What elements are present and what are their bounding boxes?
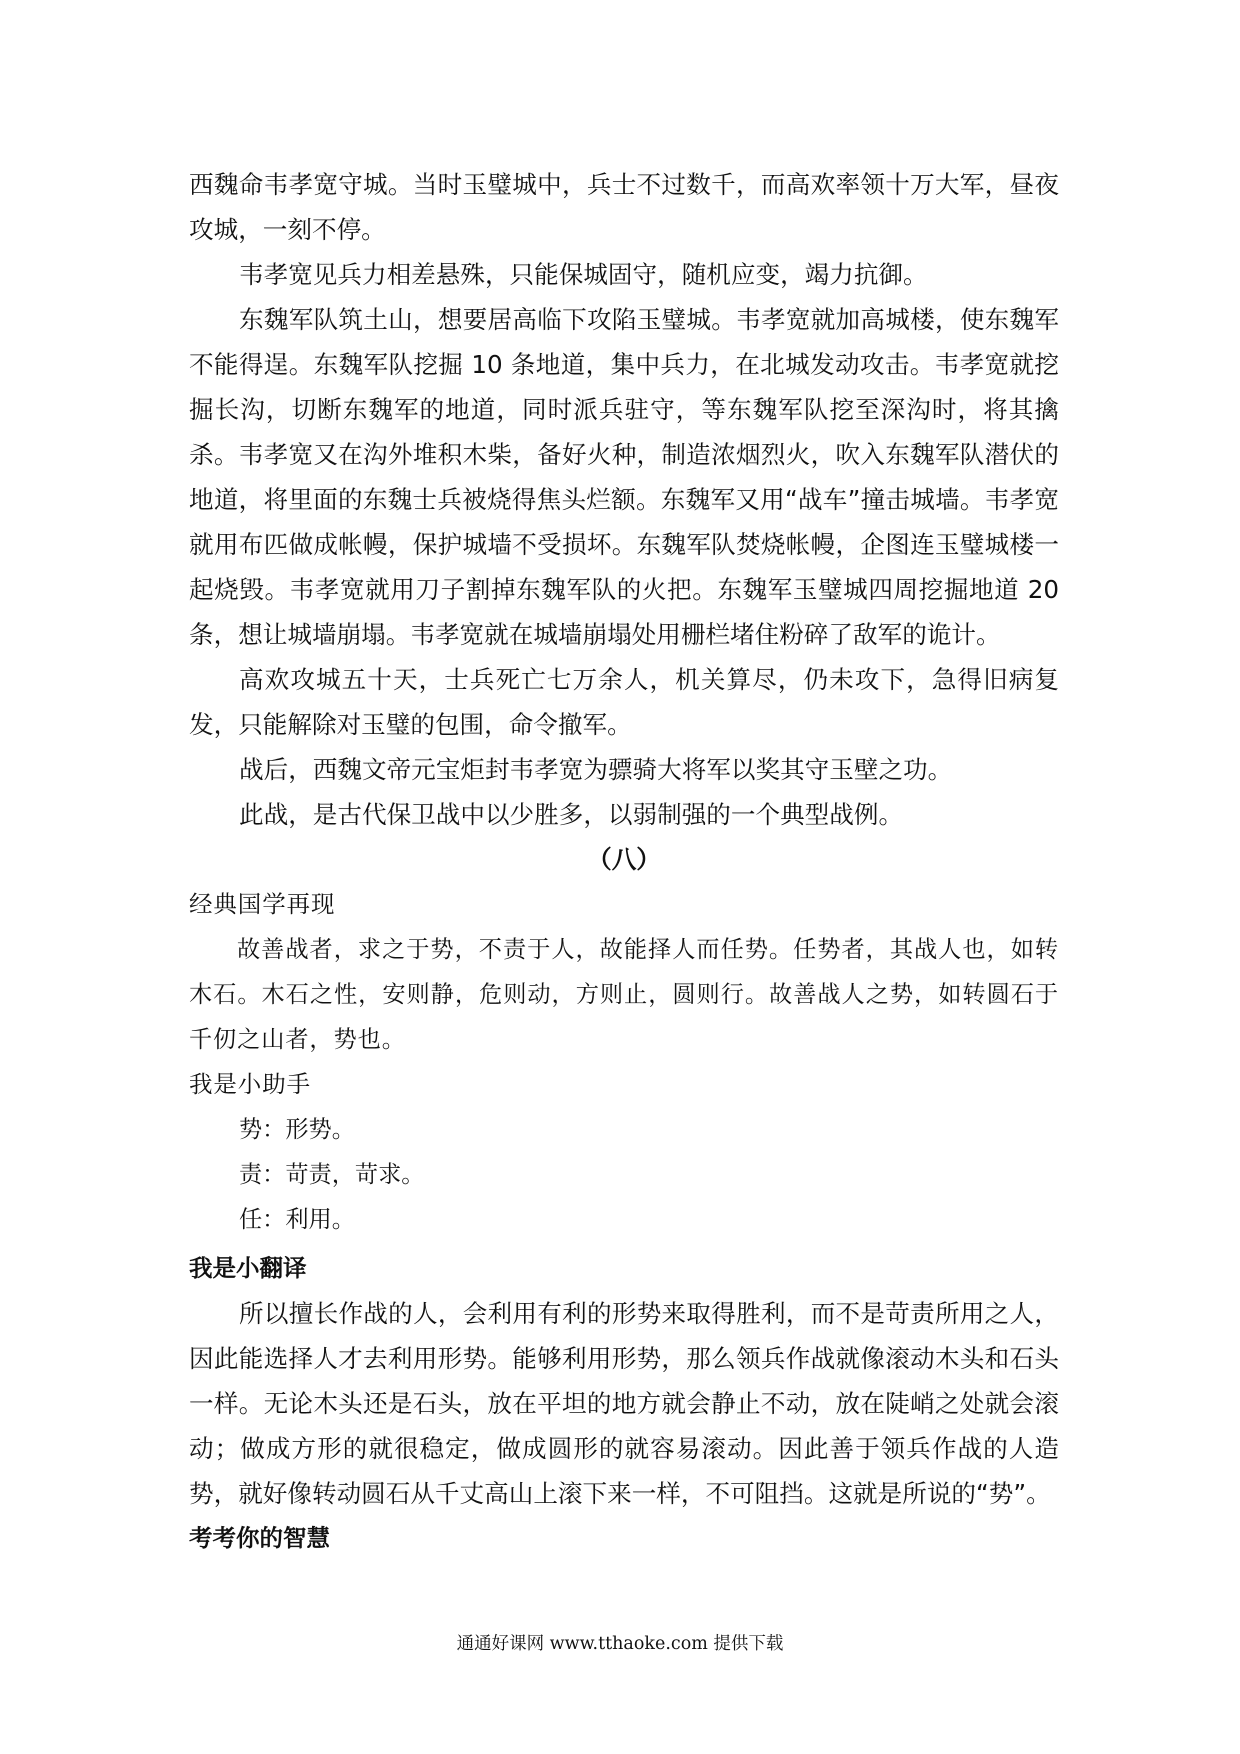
- classic-heading: 经典国学再现: [189, 890, 336, 918]
- translator-text: 所以擅长作战的人，会利用有利的形势来取得胜利，而不是苛责所用之人，因此能选择人才去利用形势。能够利用形势，那么领兵作战就像滚动木头和石头一样。无论木头还是石头，放在平坦的地方就会静止不动，放在陡峭之处就会滚动；做成方形的就很稳定，做成圆形的就容易滚动。因此善于领兵作战的人造势，就好像转动圆石从千丈高山上滚下来一样，不可阻挡。这就是所说的“势”。: [189, 1299, 1059, 1508]
- story-paragraph-1: 西魏命韦孝宽守城。当时玉璧城中，兵士不过数千，而高欢率领十万大军，昼夜攻城，一刻不停。: [189, 170, 1059, 244]
- translator-heading: 我是小翻译: [189, 1254, 307, 1282]
- story-paragraph-4: 高欢攻城五十天，士兵死亡七万余人，机关算尽，仍未攻下，急得旧病复发，只能解除对玉璧的包围，命令撤军。: [189, 665, 1059, 739]
- definition-item: 责：苛责，苛求。: [239, 1161, 425, 1188]
- story-paragraph-2: 韦孝宽见兵力相差悬殊，只能保城固守，随机应变，竭力抗御。: [239, 260, 928, 289]
- helper-heading: 我是小助手: [189, 1070, 311, 1098]
- story-paragraph-3: 东魏军队筑土山，想要居高临下攻陷玉璧城。韦孝宽就加高城楼，使东魏军不能得逞。东魏军队挖掘 10 条地道，集中兵力，在北城发动攻击。韦孝宽就挖掘长沟，切断东魏军的地道，同时派兵驻守，等东魏军队挖至深沟时，将其擒杀。韦孝宽又在沟外堆积木柴，备好火种，制造浓烟烈火，吹入东魏军队潜伏的地道，将里面的东魏士兵被烧得焦头烂额。东魏军又用“战车”撞击城墙。韦孝宽就用布匹做成帐幔，保护城墙不受损坏。东魏军队焚烧帐幔，企图连玉璧城楼一起烧毁。韦孝宽就用刀子割掉东魏军队的火把。东魏军玉璧城四周挖掘地道 20 条，想让城墙崩塌。韦孝宽就在城墙崩塌处用栅栏堵住粉碎了敌军的诡计。: [189, 305, 1059, 649]
- story-paragraph-5: 战后，西魏文帝元宝炬封韦孝宽为骠骑大将军以奖其守玉壁之功。: [239, 755, 953, 784]
- story-paragraph-6: 此战，是古代保卫战中以少胜多，以弱制强的一个典型战例。: [239, 800, 904, 829]
- classic-text: 故善战者，求之于势，不责于人，故能择人而任势。任势者，其战人也，如转木石。木石之性，安则静，危则动，方则止，圆则行。故善战人之势，如转圆石于千仞之山者，势也。: [189, 936, 1059, 1053]
- quiz-heading: 考考你的智慧: [189, 1524, 330, 1552]
- page-content: [189, 162, 1059, 1561]
- definition-item: 势：形势。: [239, 1116, 355, 1143]
- section-title: （八）: [587, 845, 661, 874]
- definition-item: 任：利用。: [239, 1206, 355, 1233]
- page-footer: 通通好课网 www.tthaoke.com 提供下载: [456, 1634, 784, 1654]
